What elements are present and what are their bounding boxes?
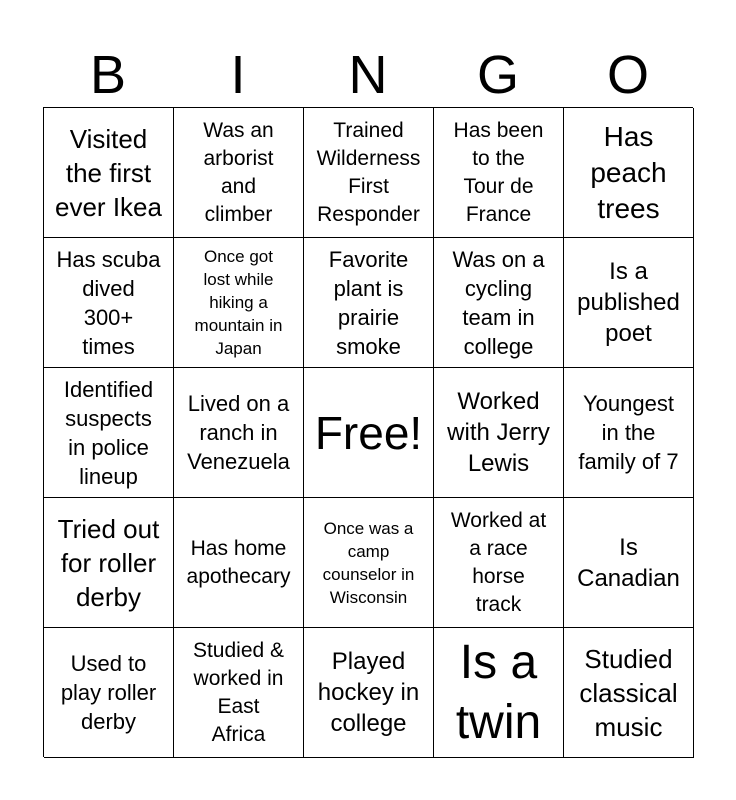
cell-text: Visited the first ever Ikea	[55, 123, 162, 222]
bingo-cell[interactable]	[174, 628, 304, 758]
cell-text: Trained Wilderness First Responder	[316, 118, 421, 226]
cell-text: Was on a cycling team in college	[452, 246, 545, 359]
cell-text: Favorite plant is prairie smoke	[328, 246, 409, 359]
bingo-card-grid	[43, 107, 693, 757]
cell-text: Worked with Jerry Lewis	[447, 388, 550, 477]
bingo-cell[interactable]	[434, 238, 564, 368]
bingo-cell[interactable]	[44, 368, 174, 498]
cell-text: Once got lost while hiking a mountain in Japan	[194, 247, 283, 358]
bingo-cell[interactable]	[304, 238, 434, 368]
cell-text: Used to play roller derby	[60, 651, 157, 734]
title-letter-b: B	[89, 45, 127, 105]
cell-text: Once was a camp counselor in Wisconsin	[322, 518, 415, 607]
bingo-cell[interactable]	[44, 628, 174, 758]
title-letter-o: O	[606, 45, 649, 105]
bingo-cell[interactable]	[564, 238, 694, 368]
cell-text: Tried out for roller derby	[57, 513, 160, 612]
bingo-free-cell[interactable]	[304, 368, 434, 498]
bingo-cell[interactable]	[44, 108, 174, 238]
bingo-cell[interactable]	[434, 498, 564, 628]
cell-text: Is a twin	[455, 635, 542, 749]
cell-text: Has been to the Tour de France	[453, 118, 544, 226]
bingo-cell[interactable]	[434, 628, 564, 758]
bingo-cell[interactable]	[304, 498, 434, 628]
cell-text: Has scuba dived 300+ times	[56, 246, 161, 359]
title-letter-i: I	[230, 45, 246, 105]
cell-text: Free!	[314, 406, 423, 459]
bingo-cell[interactable]	[44, 498, 174, 628]
cell-text: Has home apothecary	[186, 536, 291, 588]
cell-text: Was an arborist and climber	[203, 118, 274, 226]
bingo-title	[43, 46, 693, 104]
cell-text: Is a published poet	[577, 258, 680, 347]
cell-text: Has peach trees	[590, 120, 667, 224]
bingo-cell[interactable]	[304, 628, 434, 758]
bingo-cell[interactable]	[434, 368, 564, 498]
cell-text: Is Canadian	[577, 533, 680, 592]
bingo-cell[interactable]	[564, 628, 694, 758]
bingo-cell[interactable]	[44, 238, 174, 368]
bingo-cell[interactable]	[174, 108, 304, 238]
cell-text: Studied & worked in East Africa	[192, 638, 285, 746]
bingo-cell[interactable]	[434, 108, 564, 238]
cell-text: Lived on a ranch in Venezuela	[187, 391, 290, 474]
cell-text: Worked at a race horse track	[450, 508, 547, 616]
bingo-cell[interactable]	[564, 108, 694, 238]
title-letter-g: G	[476, 45, 519, 105]
title-letter-n: N	[348, 45, 388, 105]
bingo-cell[interactable]	[304, 108, 434, 238]
bingo-cell[interactable]	[174, 368, 304, 498]
bingo-cell[interactable]	[564, 498, 694, 628]
cell-text: Youngest in the family of 7	[578, 391, 679, 474]
cell-text: Played hockey in college	[317, 648, 420, 737]
cell-text: Studied classical music	[579, 643, 678, 742]
bingo-cell[interactable]	[174, 498, 304, 628]
cell-text: Identified suspects in police lineup	[63, 376, 154, 489]
bingo-cell[interactable]	[564, 368, 694, 498]
bingo-cell[interactable]	[174, 238, 304, 368]
